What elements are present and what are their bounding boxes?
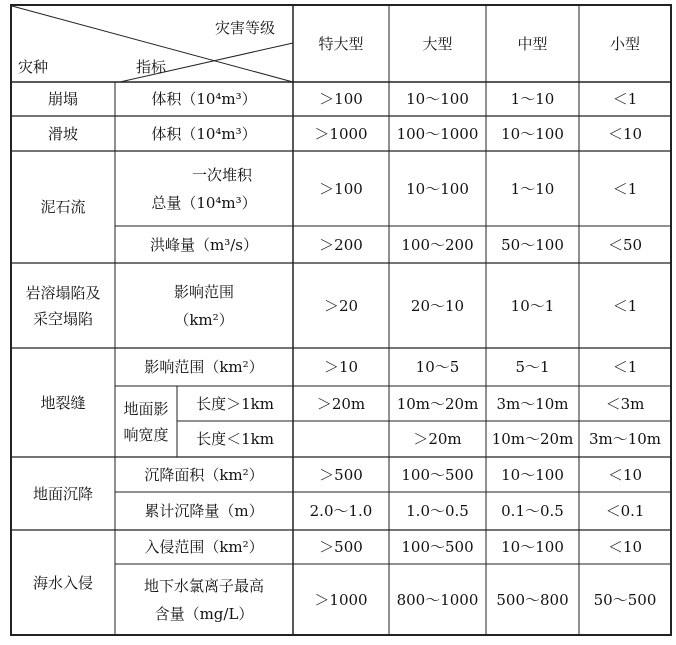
cell-debris-peak-large: 100～200 <box>401 235 474 254</box>
cell-debris-peak-medium: 50～100 <box>501 235 564 254</box>
cell-karst-small: ＜1 <box>612 296 638 315</box>
cell-debris-peak-extra-large: ＞200 <box>319 235 363 254</box>
cell-subsidence-cum-extra-large: 2.0～1.0 <box>309 502 373 520</box>
cell-fissure-range-extra-large: ＞10 <box>323 358 359 376</box>
cell-collapse-medium: 1～10 <box>510 90 555 108</box>
index-landslide-volume: 体积（10⁴m³） <box>151 124 257 143</box>
index-intrusion-range: 入侵范围（km²） <box>144 538 264 556</box>
cell-fissure-range-small: ＜1 <box>612 358 638 376</box>
cell-chloride-extra-large: ＞1000 <box>314 590 368 609</box>
grade-header-large: 大型 <box>422 34 453 53</box>
index-fissure-range: 影响范围（km²） <box>144 358 264 376</box>
index-fissure-length-under-1km: 长度＜1km <box>196 430 274 448</box>
cell-chloride-medium: 500～800 <box>496 590 569 609</box>
index-debris-flow-deposit-line1: 一次堆积 <box>191 165 252 184</box>
cell-debris-deposit-small: ＜1 <box>612 179 638 198</box>
cell-fissure-over1km-small: ＜3m <box>605 394 645 413</box>
cell-collapse-large: 10～100 <box>406 90 469 108</box>
cell-debris-peak-small: ＜50 <box>607 235 643 254</box>
cell-subsidence-area-medium: 10～100 <box>501 465 564 484</box>
cell-fissure-over1km-extra-large: ＞20m <box>316 394 366 413</box>
cell-landslide-large: 100～1000 <box>396 124 479 143</box>
cell-subsidence-cum-large: 1.0～0.5 <box>406 502 469 520</box>
cell-fissure-range-large: 10～5 <box>415 358 460 376</box>
index-fissure-width-group <box>115 386 177 457</box>
cell-collapse-extra-large: ＞100 <box>319 90 363 108</box>
cell-debris-deposit-large: 10～100 <box>406 179 469 198</box>
cell-subsidence-area-extra-large: ＞500 <box>319 465 363 484</box>
cell-karst-large: 20～10 <box>410 296 465 315</box>
cell-karst-extra-large: ＞20 <box>323 296 359 315</box>
karst-type-line1: 岩溶塌陷及 <box>25 283 101 302</box>
cell-debris-deposit-medium: 1～10 <box>510 179 555 198</box>
index-fissure-length-over-1km: 长度＞1km <box>196 394 274 413</box>
cell-debris-deposit-extra-large: ＞100 <box>319 179 363 198</box>
diag-label-type: 灾种 <box>18 58 49 76</box>
hazard-type-ground-fissure: 地裂缝 <box>40 393 86 412</box>
chloride-line2: 含量（mg/L） <box>154 604 254 623</box>
diag-label-grade: 灾害等级 <box>215 19 276 37</box>
cell-fissure-under1km-small: 3m～10m <box>588 430 662 448</box>
index-debris-flow-peak: 洪峰量（m³/s） <box>150 235 258 254</box>
cell-fissure-under1km-extra-large <box>293 421 389 457</box>
cell-intrusion-range-extra-large: ＞500 <box>319 538 363 556</box>
cell-landslide-extra-large: ＞1000 <box>314 124 368 143</box>
chloride-line1: 地下水氯离子最高 <box>143 576 264 595</box>
index-subsidence-cumulative: 累计沉降量（m） <box>144 502 264 520</box>
karst-index-line1: 影响范围 <box>173 282 234 301</box>
hazard-type-seawater-intrusion: 海水入侵 <box>32 573 93 592</box>
grade-header-extra-large: 特大型 <box>318 34 364 53</box>
cell-landslide-small: ＜10 <box>607 124 643 143</box>
cell-fissure-under1km-large: ＞20m <box>413 430 462 448</box>
karst-index-line2: （km²） <box>174 310 234 329</box>
cell-chloride-large: 800～1000 <box>396 590 479 609</box>
cell-intrusion-range-large: 100～500 <box>401 538 474 556</box>
cell-fissure-under1km-medium: 10m～20m <box>491 430 574 448</box>
cell-subsidence-area-large: 100～500 <box>401 465 474 484</box>
index-debris-flow-deposit <box>115 151 293 226</box>
hazard-type-landslide: 滑坡 <box>47 124 78 143</box>
cell-subsidence-area-small: ＜10 <box>607 465 643 484</box>
hazard-type-karst-collapse <box>11 263 115 348</box>
index-intrusion-chloride <box>115 564 293 635</box>
index-subsidence-area: 沉降面积（km²） <box>144 465 264 484</box>
karst-type-line2: 采空塌陷 <box>32 309 93 328</box>
index-collapse-volume: 体积（10⁴m³） <box>151 90 257 108</box>
cell-intrusion-range-small: ＜10 <box>607 538 643 556</box>
cell-fissure-range-medium: 5～1 <box>515 358 550 376</box>
cell-fissure-over1km-medium: 3m～10m <box>496 394 569 413</box>
diag-label-index: 指标 <box>136 58 167 76</box>
cell-landslide-medium: 10～100 <box>501 124 564 143</box>
hazard-type-land-subsidence: 地面沉降 <box>32 484 93 503</box>
cell-intrusion-range-medium: 10～100 <box>501 538 564 556</box>
hazard-type-debris-flow: 泥石流 <box>40 198 86 216</box>
fissure-width-line2: 响宽度 <box>123 425 169 444</box>
grade-header-small: 小型 <box>609 34 640 53</box>
index-karst-range <box>115 263 293 348</box>
fissure-width-line1: 地面影 <box>123 399 169 418</box>
cell-subsidence-cum-medium: 0.1～0.5 <box>501 502 564 520</box>
cell-fissure-over1km-large: 10m～20m <box>396 394 479 413</box>
index-debris-flow-deposit-line2: 总量（10⁴m³） <box>151 193 257 212</box>
cell-subsidence-cum-small: ＜0.1 <box>605 502 645 520</box>
cell-karst-medium: 10～1 <box>510 296 555 315</box>
hazard-type-collapse: 崩塌 <box>47 90 78 108</box>
cell-collapse-small: ＜1 <box>612 90 638 108</box>
grade-header-medium: 中型 <box>517 34 548 53</box>
cell-chloride-small: 50～500 <box>593 590 657 609</box>
